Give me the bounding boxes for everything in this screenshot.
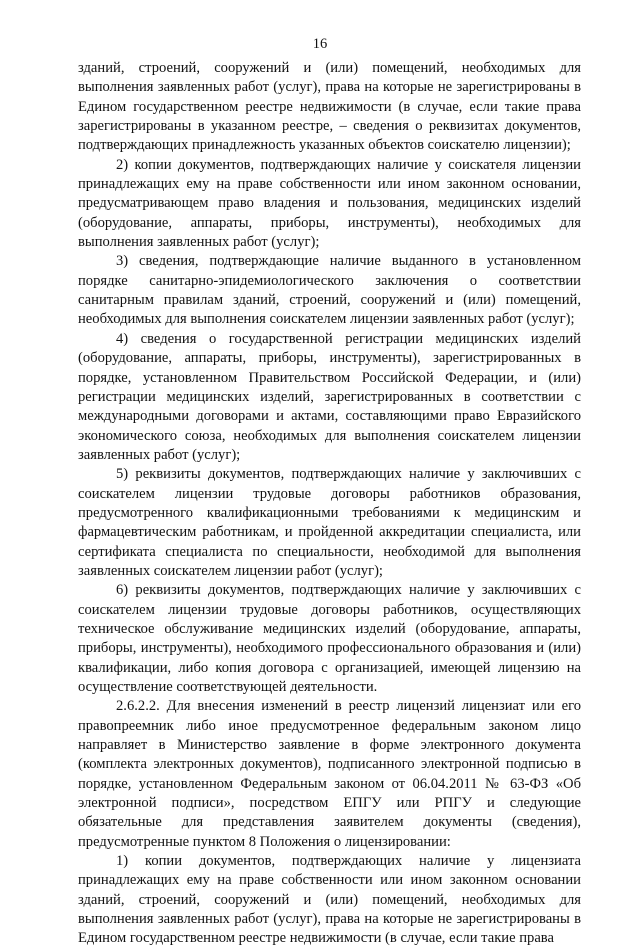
paragraph-continuation: зданий, строений, сооружений и (или) помещений, необходимых для выполнения заявленных работ (услуг), права на которые не зарегистрированы в Едином государственном реестре недвижимости (в случае, если такие права зарегистрированы в указанном реестре, – сведения о реквизитах документов, подтверждающих принадлежность указанных объектов соискателю лицензии); bbox=[78, 60, 581, 154]
paragraph-item-5: 5) реквизиты документов, подтверждающих наличие у заключивших с соискателем лицензии трудовые договоры работников образования, предусмотренного квалификационными требованиями к медицинским и фармацевтическим работникам, и пройденной аккредитации специалиста, или сертификата специалиста по специальности, необходимой для выполнения заявленных соискателем лицензии работ (услуг); bbox=[78, 466, 581, 579]
paragraph-item-2: 2) копии документов, подтверждающих наличие у соискателя лицензии принадлежащих ему на праве собственности или ином законном основании, предусматривающем право владения и пользования, медицинских изделий (оборудование, аппараты, приборы, инструменты), необходимых для выполнения заявленных работ (услуг); bbox=[78, 156, 581, 251]
paragraph-item-1: 1) копии документов, подтверждающих наличие у лицензиата принадлежащих ему на праве собственности или ином законном основании зданий, строений, сооружений и (или) помещений, необходимых для выполнения заявленных работ (услуг), права на которые не зарегистрированы в Едином государственном реестре недвижимости (в случае, если такие права bbox=[78, 853, 581, 947]
paragraph-item-3: 3) сведения, подтверждающие наличие выданного в установленном порядке санитарно-эпидемиологического заключения о соответствии санитарным правилам зданий, строений, сооружений и (или) помещений, необходимых для выполнения соискателем лицензии заявленных работ (услуг); bbox=[78, 253, 581, 328]
paragraph-item-4: 4) сведения о государственной регистрации медицинских изделий (оборудование, аппараты, приборы, инструменты), зарегистрированных в порядке, установленном Правительством Российской Федерации, и (или) регистрации медицинских изделий, зарегистрированных в соответствии с международными договорами и актами, составляющими право Евразийского экономического союза, необходимых для выполнения соискателем лицензии заявленных работ (услуг); bbox=[78, 330, 581, 463]
document-body bbox=[78, 59, 581, 949]
paragraph-section-2-6-2-2: 2.6.2.2. Для внесения изменений в реестр лицензий лицензиат или его правопреемник либо иное предусмотренное федеральным законом лицо направляет в Министерство заявление в форме электронного документа (комплекта электронных документов), подписанного электронной подписью в порядке, установленном Федеральным законом от 06.04.2011 № 63-ФЗ «Об электронной подписи», посредством ЕПГУ или РПГУ и следующие обязательные для представления заявителем документы (сведения), предусмотренные пунктом 8 Положения о лицензировании: bbox=[78, 698, 581, 850]
page-number: 16 bbox=[312, 36, 328, 52]
paragraph-item-6: 6) реквизиты документов, подтверждающих наличие у заключивших с соискателем лицензии трудовые договоры работников, осуществляющих техническое обслуживание медицинских изделий (оборудование, аппараты, приборы, инструменты), необходимого профессионального образования и (или) квалификации, либо копия договора с организацией, имеющей лицензию на осуществление соответствующей деятельности. bbox=[78, 582, 581, 695]
